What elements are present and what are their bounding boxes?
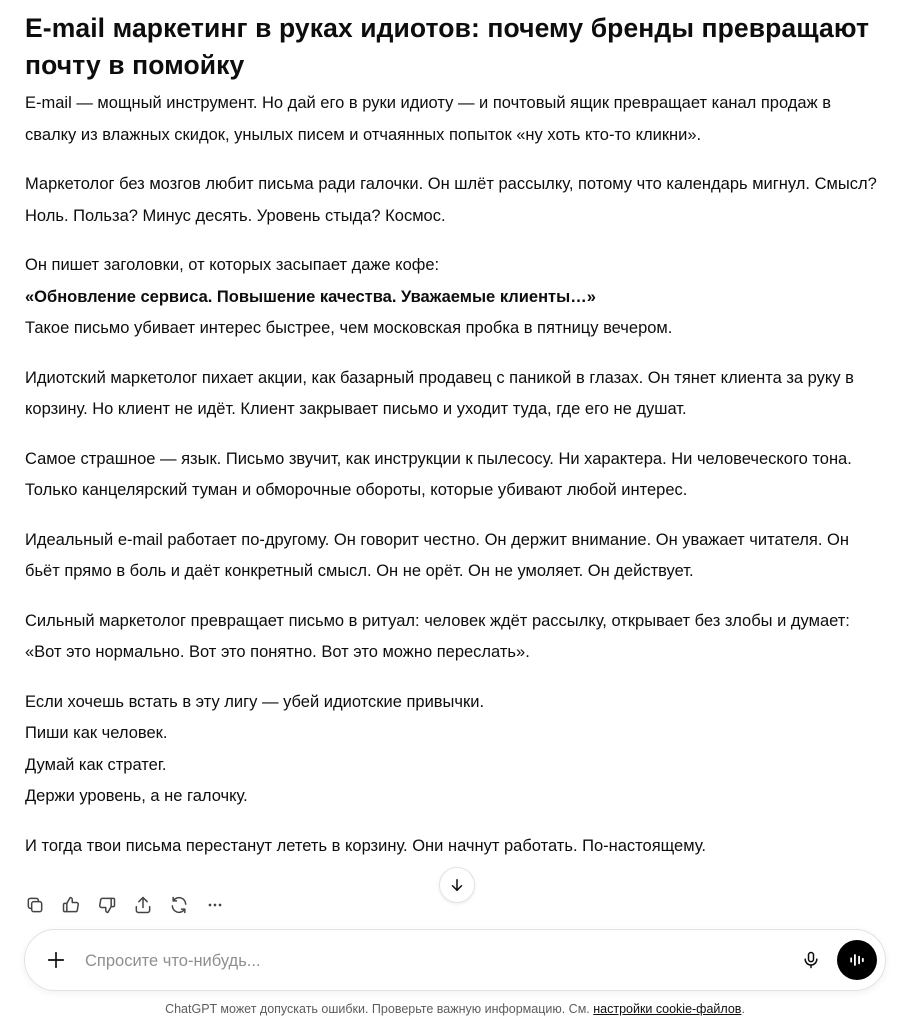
plus-icon <box>45 949 67 971</box>
paragraph-3-line-1: Он пишет заголовки, от которых засыпает даже кофе: <box>25 256 440 274</box>
copy-button[interactable] <box>22 892 48 918</box>
paragraph-3-line-3: Такое письмо убивает интерес быстрее, чем московская пробка в пятницу вечером. <box>25 319 673 337</box>
waveform-icon <box>847 950 867 970</box>
paragraph-8-line-2: Пиши как человек. <box>25 724 168 742</box>
cookie-settings-link[interactable]: настройки cookie-файлов <box>593 1002 742 1016</box>
paragraph-4: Идиотский маркетолог пихает акции, как базарный продавец с паникой в глазах. Он тянет клиента за руку в корзину. Но клиент не идёт. Клиент закрывает письмо и уходит туда, где его не душат. <box>25 368 854 418</box>
thumbs-up-icon <box>61 895 81 915</box>
more-actions-button[interactable] <box>202 892 228 918</box>
paragraph-1: E-mail — мощный инструмент. Но дай его в руки идиоту — и почтовый ящик превращает канал продаж в свалку из влажных скидок, унылых писем и отчаянных попыток «ну хоть кто-то кликни». <box>25 94 831 144</box>
paragraph-6: Идеальный e-mail работает по-другому. Он говорит честно. Он держит внимание. Он уважает читателя. Он бьёт прямо в боль и даёт конкретный смысл. Он не орёт. Он не умоляет. Он действует. <box>25 530 849 580</box>
copy-icon <box>25 895 45 915</box>
example-subject-line: «Обновление сервиса. Повышение качества. Уважаемые клиенты…» <box>25 287 596 306</box>
assistant-message <box>25 10 885 880</box>
share-button[interactable] <box>130 892 156 918</box>
disclaimer-period: . <box>741 1002 745 1016</box>
paragraph-3 <box>25 250 885 345</box>
microphone-icon <box>801 950 821 970</box>
disclaimer <box>0 1002 900 1016</box>
attach-button[interactable] <box>43 947 69 973</box>
paragraph-2: Маркетолог без мозгов любит письма ради галочки. Он шлёт рассылку, потому что календарь мигнул. Смысл? Ноль. Польза? Минус десять. Уровень стыда? Космос. <box>25 175 877 225</box>
paragraph-9: И тогда твои письма перестанут лететь в корзину. Они начнут работать. По-настоящему. <box>25 836 706 855</box>
paragraph-5: Самое страшное — язык. Письмо звучит, как инструкции к пылесосу. Ни характера. Ни человеческого тона. Только канцелярский туман и обморочные обороты, которые убивают любой интерес. <box>25 449 852 499</box>
thumbs-down-icon <box>97 895 117 915</box>
good-response-button[interactable] <box>58 892 84 918</box>
voice-mode-button[interactable] <box>837 940 877 980</box>
message-composer <box>24 929 886 991</box>
regenerate-icon <box>169 895 189 915</box>
share-icon <box>133 895 153 915</box>
message-actions <box>22 890 228 920</box>
article-title: E-mail маркетинг в руках идиотов: почему бренды превращают почту в помойку <box>25 13 870 80</box>
paragraph-8-line-1: Если хочешь встать в эту лигу — убей идиотские привычки. <box>25 692 485 711</box>
paragraph-7: Сильный маркетолог превращает письмо в ритуал: человек ждёт рассылку, открывает без злобы и думает: «Вот это нормально. Вот это понятно. Вот это можно переслать». <box>25 611 850 661</box>
paragraph-8-line-3: Думай как стратег. <box>25 755 167 774</box>
dictate-button[interactable] <box>798 947 824 973</box>
more-icon <box>205 895 225 915</box>
disclaimer-text: ChatGPT может допускать ошибки. Проверьте важную информацию. См. <box>165 1002 590 1016</box>
bad-response-button[interactable] <box>94 892 120 918</box>
paragraph-8-line-4: Держи уровень, а не галочку. <box>25 787 248 805</box>
regenerate-button[interactable] <box>166 892 192 918</box>
scroll-to-bottom-button[interactable] <box>439 867 475 903</box>
arrow-down-icon <box>448 876 466 894</box>
prompt-input[interactable] <box>83 944 747 978</box>
paragraph-8 <box>25 687 885 813</box>
